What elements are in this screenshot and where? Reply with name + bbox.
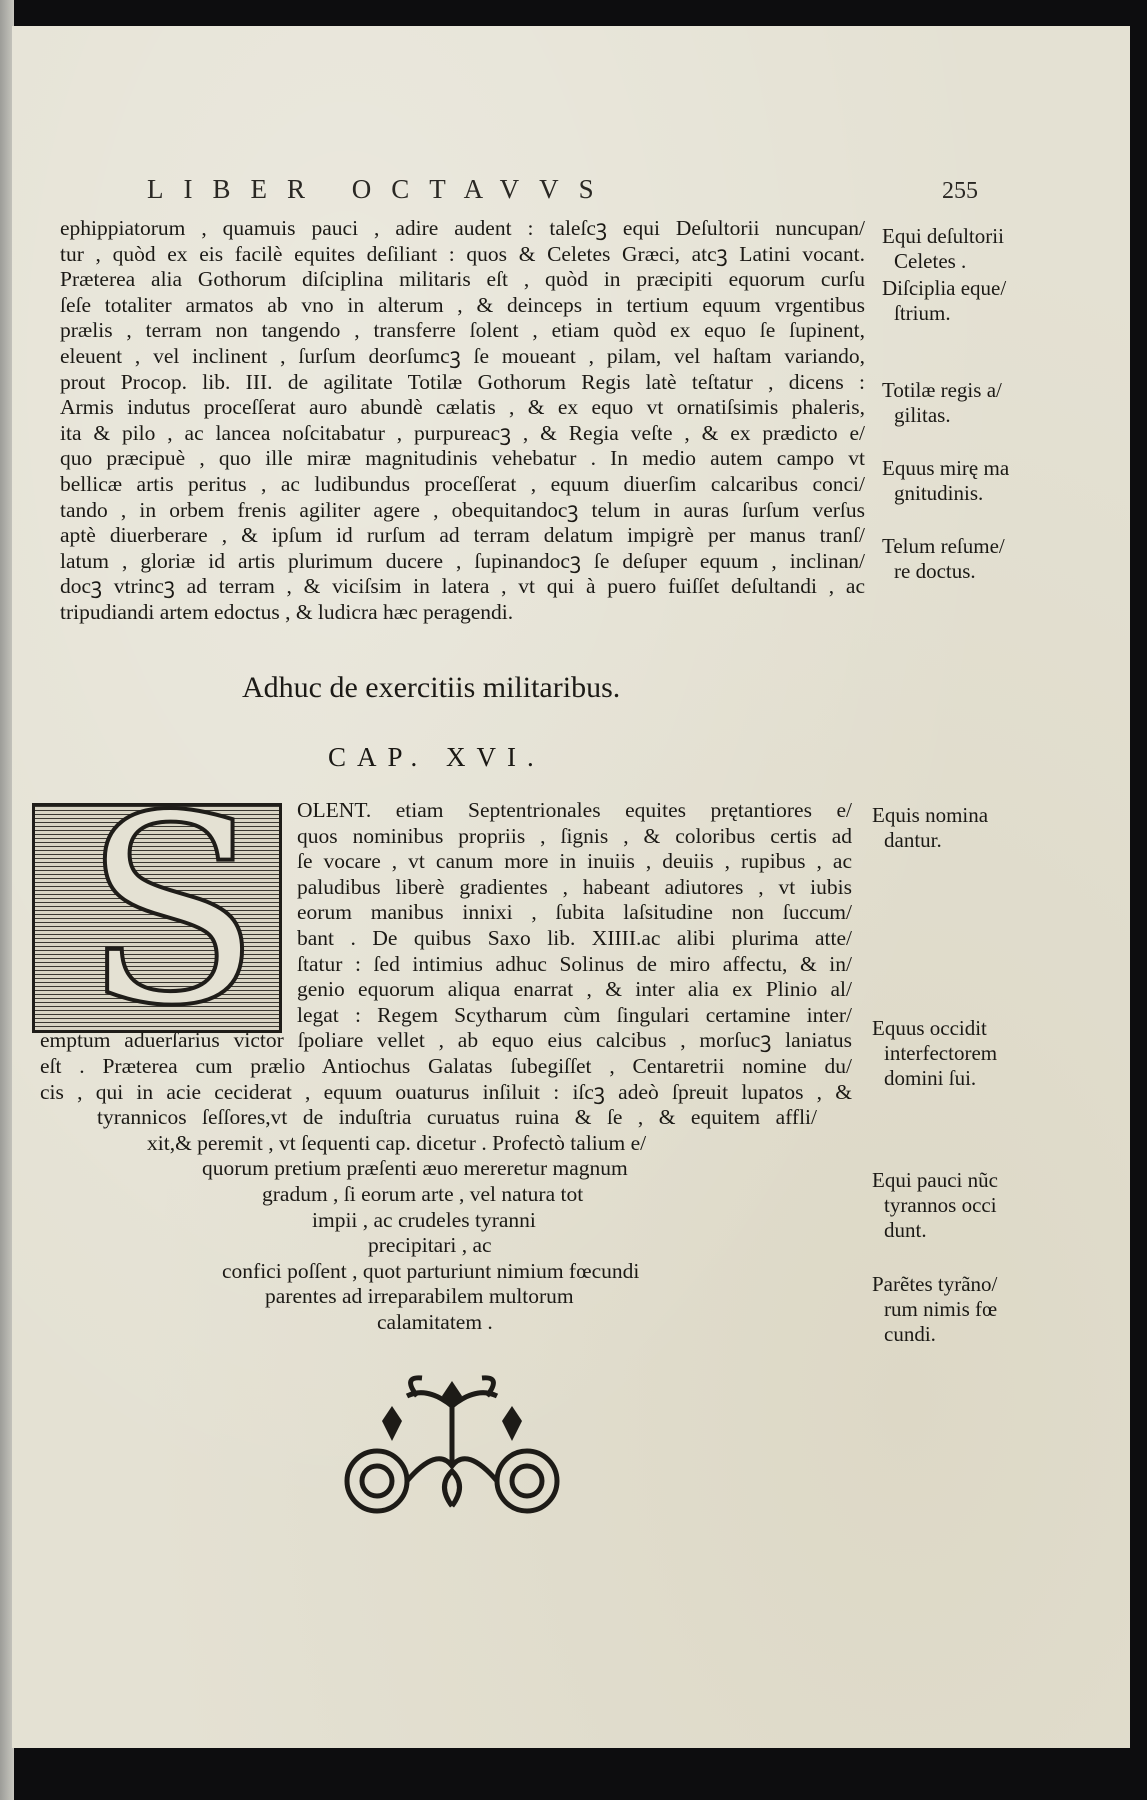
section-title: Adhuc de exercitiis militaribus. [242,671,621,704]
tailpiece-ornament-icon [317,1366,587,1526]
text-line: ſe vocare , vt canum more in inuiis , deuiis , rupibus , ac [297,849,852,874]
margin-note-line: Equis nomina [872,803,989,827]
text-line: eſt . Præterea cum prælio Antiochus Galatas ſubegiſſet , Centaretrii nomine du/ [40,1054,852,1078]
text-line: calamitatem . [377,1310,493,1334]
margin-note-line: Diſciplia eque/ [882,276,1007,300]
margin-note-line: Totilæ regis a/ [882,378,1002,402]
text-line: quo præcipuè , quo ille miræ magnitudinis vehebatur . In medio autem campo vt [60,446,865,471]
text-line: emptum aduerſarius victor ſpoliare vellet , ab equo eius calcibus , morſucꝫ laniatus [40,1028,852,1053]
margin-note-line: tyrannos occi [884,1193,997,1217]
margin-note-line: interfectorem [884,1041,998,1065]
margin-note-line: Equi pauci nũc [872,1168,998,1192]
text-line: prælis , terram non tangendo , transferre ſolent , etiam quòd ex equo ſe ſupinent, [60,318,865,343]
margin-note-line: Equi deſultorii [882,224,1004,248]
text-line: eleuent , vel inclinent , ſurſum deorſumcꝫ ſe moueant , pilam, vel haſtam variando, [60,343,865,368]
text-line: bant . De quibus Saxo lib. XIIII.ac alibi plurima atte/ [297,926,852,950]
text-line: Præterea alia Gothorum diſciplina militaris eſt , quòd in præcipiti equorum curſu [60,267,865,292]
text-line: confici poſſent , quot parturiunt nimium fœcundi [222,1258,640,1283]
text-line: ſeſe totaliter armatos ab vno in alterum , & deinceps in tertium equum vrgentibus [60,292,865,317]
text-line: legat : Regem Scytharum cùm ſingulari certamine inter/ [297,1002,852,1027]
margin-note-line: re doctus. [894,559,976,583]
text-line: tyrannicos ſeſſores,vt de induſtria curuatus ruina & ſe , & equitem affli/ [97,1105,817,1130]
text-line: docꝫ vtrincꝫ ad terram , & viciſsim in latera , vt qui à puero fuiſſet deſultandi , ac [60,574,865,599]
margin-note-line: gilitas. [894,403,951,427]
margin-note [882,276,1062,326]
margin-note-line: domini ſui. [884,1066,977,1090]
text-line: quorum pretium præſenti æuo mereretur magnum [202,1156,628,1181]
margin-note-line: Telum reſume/ [882,534,1005,558]
margin-note [882,456,1062,506]
decorated-initial [32,803,282,1033]
margin-note-line: gnitudinis. [894,481,984,505]
book-page [12,26,1130,1748]
margin-note-line: Equus occidit [872,1016,987,1040]
text-line: latum , gloriæ id artis plurimum ducere , ſupinandocꝫ ſe deſuper equum , inclinan/ [60,548,865,573]
page-number: 255 [942,178,978,204]
margin-note [872,803,1052,853]
running-head: LIBER OCTAVVS [147,174,614,204]
margin-note [882,224,1062,274]
margin-note-line: Celetes . [894,249,967,273]
text-line: impii , ac crudeles tyranni [312,1207,536,1232]
text-line: gradum , ſi eorum arte , vel natura tot [262,1182,584,1206]
text-line: genio equorum aliqua enarrat , & inter alia ex Plinio al/ [297,977,852,1002]
text-line: precipitari , ac [368,1233,492,1258]
margin-note [882,378,1062,428]
margin-note [882,534,1062,584]
text-line: OLENT. etiam Septentrionales equites prętantiores e/ [297,798,852,822]
margin-note-line: dunt. [884,1218,927,1242]
margin-note-line: cundi. [884,1322,936,1346]
text-line: xit,& peremit , vt ſequenti cap. dicetur . Profectò talium e/ [147,1130,647,1155]
text-line: cis , qui in acie ceciderat , equum ouaturus inſiluit : iſcꝫ adeò ſpreuit lupatos , & [40,1079,852,1104]
text-line: ſtatur : ſed intimius adhuc Solinus de miro affectu, & in/ [297,951,852,976]
text-line: tur , quòd ex eis facilè equites deſiliant : quos & Celetes Græci, atcꝫ Latini vocant. [60,241,865,266]
margin-note [872,1016,1052,1091]
text-line: tando , in orbem frenis agiliter agere , obequitandocꝫ telum in auras ſurſum verſus [60,497,865,522]
margin-note-line: rum nimis fœ [884,1297,998,1321]
margin-note [872,1272,1052,1347]
chapter-heading: CAP. XVI. [328,742,545,772]
text-line: aptè diuerberare , & ipſum id rurſum ad terram delatum impigrè per manus tranſ/ [60,523,865,548]
text-line: parentes ad irreparabilem multorum [265,1284,574,1309]
main-text-block [60,216,865,626]
text-line: eorum manibus innixi , ſubita laſsitudine non ſuccum/ [297,900,852,925]
text-line: ita & pilo , ac lancea noſcitabatur , purpureacꝫ , & Regia veſte , & ex prædicto e/ [60,420,865,445]
text-line: Armis indutus proceſſerat auro abundè cælatis , & ex equo vt ornatiſsimis phaleris, [60,395,865,420]
margin-note [872,1168,1052,1243]
text-line: ephippiatorum , quamuis pauci , adire audent : taleſcꝫ equi Deſultorii nuncupan/ [60,216,865,240]
margin-note-line: Parẽtes tyrãno/ [872,1272,998,1296]
text-line: paludibus liberè gradientes , habeant adiutores , vt iubis [297,874,852,899]
text-line: bellicæ artis peritus , ac ludibundus proceſſerat , equum diuerſim calcaribus conci/ [60,471,865,496]
initial-letter: S [83,803,262,1033]
text-line: quos nominibus propriis , ſignis , & coloribus certis ad [297,823,852,848]
margin-note-line: Equus mirę ma [882,456,1010,480]
text-line: prout Procop. lib. III. de agilitate Totilæ Gothorum Regis latè teſtatur , dicens : [60,369,865,394]
margin-note-line: ſtrium. [894,301,951,325]
margin-note-line: dantur. [884,828,942,852]
text-line: tripudiandi artem edoctus , & ludicra hæc peragendi. [60,599,514,624]
